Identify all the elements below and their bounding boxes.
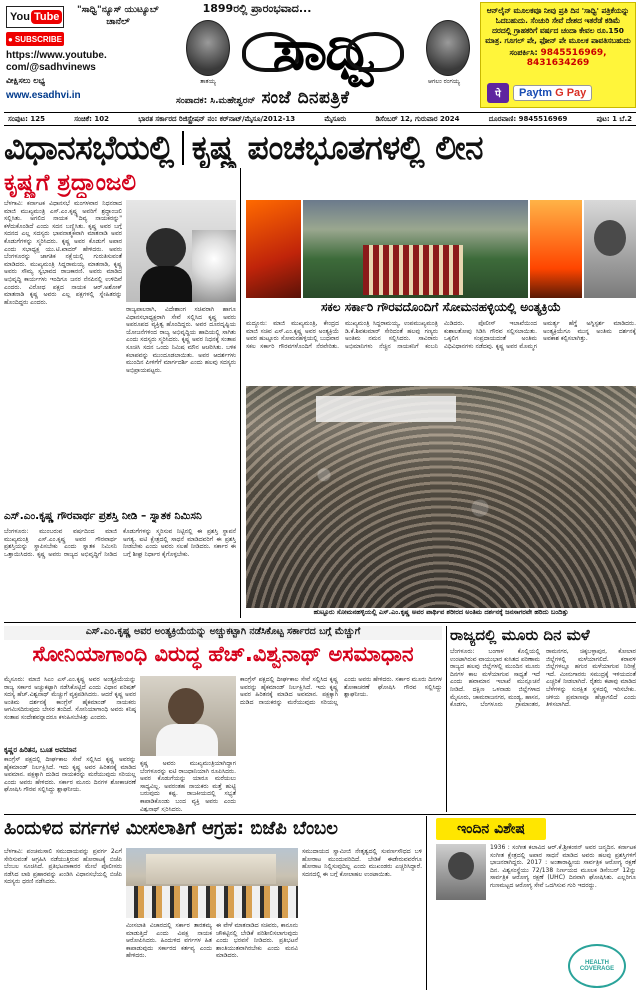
lead-body-col2: ರಾಜ್ಯಪಾಲರಾಗಿ, ವಿದೇಶಾಂಗ ಸಚಿವರಾಗಿ ಹಾಗೂ ವಿಧಾನಸಭಾಧ್ಯಕ್ಷರಾಗಿ ಸೇವೆ ಸಲ್ಲಿಸಿದ ಕೃಷ್ಣ ಅವರು ಅಪರೂಪದ ವ್ಯಕ್ತಿತ್ವ ಹೊಂದಿದ್ದರು. ಅವರ ದೂರದೃಷ್ಟಿಯ ಯೋಜನೆಗಳಿಂದ ರಾಜ್ಯ ಅಭಿವೃದ್ಧಿಯ ಹಾದಿಯಲ್ಲಿ ಸಾಗಿತು ಎಂದು ಸದಸ್ಯರು ಸ್ಮರಿಸಿದರು. ಕೃಷ್ಣ ಅವರ ನಿಧನಕ್ಕೆ ಸಂತಾಪ ಸೂಚಿಸಿ ಸದನ ಒಂದು ನಿಮಿಷ ಮೌನ ಆಚರಿಸಿತು. ಬಳಿಕ ಕಲಾಪವನ್ನು ಮುಂದೂಡಲಾಯಿತು. ಅವರ ಆದರ್ಶಗಳು ಮುಂದಿನ ಪೀಳಿಗೆಗೆ ಮಾರ್ಗದರ್ಶಿ ಎಂದು ಹಲವು ಸದಸ್ಯರು ಅಭಿಪ್ರಾಯಪಟ್ಟರು. [126,306,236,374]
payment-options [487,83,592,103]
portrait-shoulders [140,266,192,302]
ceremony-photo [303,200,528,298]
issue: ಸಂಚಿಕೆ: 102 [74,114,110,123]
krishna-portrait-photo [584,200,636,298]
musician-head [448,852,474,880]
portrait-head [594,220,626,256]
newspaper-logo: ಸಾಧ್ವಿ [238,18,408,82]
award-box-body: ಬೆಂಗಳೂರು: ಮುಂಬರುವ ವರ್ಷದಿಂದ ಮಾಜಿ ಮುಖ್ಯಮಂತ್ರಿ ಎಸ್.ಎಂ.ಕೃಷ್ಣ ಅವರ ಗೌರವಾರ್ಥ ಪ್ರಶಸ್ತಿಯನ್ನು ಸ್ಥಾಪಿಸಬೇಕು ಎಂದು ಸ್ನಾತಕ ನಿಮಿಸನಿ ಒತ್ತಾಯಿಸಿದರು. ಕೃಷ್ಣ ಅವರು ರಾಜ್ಯದ ಅಭಿವೃದ್ಧಿಗೆ ನೀಡಿದ ಕೊಡುಗೆಗಳನ್ನು ಸ್ಮರಿಸುವ ನಿಟ್ಟಿನಲ್ಲಿ ಈ ಪ್ರಶಸ್ತಿ ಸ್ಥಾಪನೆ ಅಗತ್ಯ. ಐಟಿ ಕ್ಷೇತ್ರದಲ್ಲಿ ಸಾಧನೆ ಮಾಡಿದವರಿಗೆ ಈ ಪ್ರಶಸ್ತಿ ನೀಡಬೇಕು ಎಂದು ಅವರು ಸಲಹೆ ನೀಡಿದರು. ಸರ್ಕಾರ ಈ ಬಗ್ಗೆ ಶೀಘ್ರ ನಿರ್ಧಾರ ಕೈಗೊಳ್ಳಬೇಕು. [4,528,236,558]
sonia-body-b: ಕಾಂಗ್ರೆಸ್ ಪಕ್ಷದಲ್ಲಿ ದೀರ್ಘಕಾಲ ಸೇವೆ ಸಲ್ಲಿಸಿದ ಕೃಷ್ಣ ಅವರನ್ನು ಹೈಕಮಾಂಡ್ ನಿರ್ಲಕ್ಷಿಸಿದೆ. ಇದು ಕೃಷ್ಣ ಅವರ ಹಿರಿತನಕ್ಕೆ ಮಾಡಿದ ಅವಮಾನ. ಪಕ್ಷಕ್ಕಾಗಿ ದುಡಿದ ನಾಯಕರನ್ನು ಮರೆಯುವುದು ಸರಿಯಲ್ಲ ಎಂದು ಅವರು ಹೇಳಿದರು. ಸರ್ಕಾರ ಮೂರು ದಿನಗಳ ಶೋಕಾಚರಣೆ ಘೋಷಿಸಿ ಗೌರವ ಸಲ್ಲಿಸಿದ್ದು ಶ್ಲಾಘನೀಯ. [4,756,136,794]
rain-body: ಬೆಂಗಳೂರು: ಬಂಗಾಳ ಕೊಲ್ಲಿಯಲ್ಲಿ ಉಂಟಾಗಿರುವ ವಾಯುಭಾರ ಕುಸಿತದ ಪರಿಣಾಮ ರಾಜ್ಯದ ಹಲವು ಜಿಲ್ಲೆಗಳಲ್ಲಿ ಮುಂದಿನ ಮೂರು ದಿನಗಳ ಕಾಲ ಮಳೆಯಾಗುವ ಸಾಧ್ಯತೆ ಇದೆ ಎಂದು ಹವಾಮಾನ ಇಲಾಖೆ ಮುನ್ಸೂಚನೆ ನೀಡಿದೆ. ದಕ್ಷಿಣ ಒಳನಾಡು ಜಿಲ್ಲೆಗಳಾದ ಮೈಸೂರು, ಚಾಮರಾಜನಗರ, ಮಂಡ್ಯ, ಹಾಸನ, ಕೊಡಗು, ಬೆಂಗಳೂರು ಗ್ರಾಮಾಂತರ, ರಾಮನಗರ, ಚಿಕ್ಕಬಳ್ಳಾಪುರ, ಕೋಲಾರ ಜಿಲ್ಲೆಗಳಲ್ಲಿ ಮಳೆಯಾಗಲಿದೆ. ಕರಾವಳಿ ಜಿಲ್ಲೆಗಳಲ್ಲೂ ಹಗುರ ಮಳೆಯಾಗುವ ನಿರೀಕ್ಷೆ ಇದೆ. ಮೀನುಗಾರರು ಸಮುದ್ರಕ್ಕೆ ಇಳಿಯದಂತೆ ಎಚ್ಚರಿಕೆ ನೀಡಲಾಗಿದೆ. ರೈತರು ಕಟಾವು ಮಾಡಿದ ಬೆಳೆಗಳನ್ನು ಸುರಕ್ಷಿತ ಸ್ಥಳದಲ್ಲಿ ಇರಿಸಬೇಕು. ಚಳಿಯ ಪ್ರಮಾಣವೂ ಹೆಚ್ಚಾಗಲಿದೆ ಎಂದು ತಿಳಿಸಲಾಗಿದೆ. [450,648,636,709]
dragon-ornament-right-icon [346,32,404,72]
subscription-ad: ಆನ್‌ಲೈನ್ ಮೂಲಕವೂ ನೀವು ಪ್ರತಿ ದಿನ 'ಸಾಧ್ವಿ' ಪತ್ರಿಕೆಯನ್ನು ಓದಬಹುದು. ಸೆಂಚುರಿ ಸೇವೆ ದೇಶದ ಇತರೆಡೆ ಕಡಿಮೆ ದರದಲ್ಲಿ ಗ್ರಾಹಕರಿಗೆ ವರ್ಷದ ಚಂದಾ ಕೇವಲ ರೂ.150 ಮಾತ್ರ. ಗೂಗಲ್ ಪೇ, ಫೋನ್ ಪೇ ಮೂಲಕ ಪಾವತಿಸಬಹುದು ಸಂಪರ್ಕಿಸಿ: 9845516969, 8431634269 पे Paytm G Pay [480,2,636,108]
column-rule [240,168,241,618]
volume: ಸಂಪುಟ: 125 [8,114,45,123]
protesters [126,886,298,918]
pages: ಪುಟ: 1 ಬೆ.2 [596,114,632,123]
founder-portrait-right [426,20,470,76]
paytm-gpay-badge: Paytm G Pay [513,85,592,101]
column-rule-rain [446,626,447,812]
pyre-fire-photo [246,200,301,298]
section-rule [4,622,636,623]
protest-photo [126,848,298,918]
date: ಡಿಸೆಂಬರ್ 12, ಗುರುವಾರ 2024 [375,114,460,123]
crowd-photo [246,386,636,608]
funeral-body: ಮದ್ದೂರು: ಮಾಜಿ ಮುಖ್ಯಮಂತ್ರಿ, ಕೇಂದ್ರದ ಮಾಜಿ ಸಚಿವ ಎಸ್.ಎಂ.ಕೃಷ್ಣ ಅವರ ಅಂತ್ಯಕ್ರಿಯೆ ಅವರ ಹುಟ್ಟೂರು ಸೋಮನಹಳ್ಳಿಯಲ್ಲಿ ಬುಧವಾರ ಸಕಲ ಸರ್ಕಾರಿ ಗೌರವಗಳೊಂದಿಗೆ ನೆರವೇರಿತು. ಮುಖ್ಯಮಂತ್ರಿ ಸಿದ್ದರಾಮಯ್ಯ, ಉಪಮುಖ್ಯಮಂತ್ರಿ ಡಿ.ಕೆ.ಶಿವಕುಮಾರ್ ಸೇರಿದಂತೆ ಹಲವು ಗಣ್ಯರು ಅಂತಿಮ ನಮನ ಸಲ್ಲಿಸಿದರು. ಸಾವಿರಾರು ಅಭಿಮಾನಿಗಳು ನೆಚ್ಚಿನ ನಾಯಕನಿಗೆ ಕಂಬನಿ ಮಿಡಿದರು. ಪೊಲೀಸ್ ಇಲಾಖೆಯಿಂದ ಕುಶಾಲತೋಪು ಸಿಡಿಸಿ ಗೌರವ ಸಲ್ಲಿಸಲಾಯಿತು. ಒಕ್ಕಲಿಗ ಸಂಪ್ರದಾಯದಂತೆ ಅಂತಿಮ ವಿಧಿವಿಧಾನಗಳು ನಡೆದವು. ಕೃಷ್ಣ ಅವರ ಮೊಮ್ಮಗ ಅಮರ್ತ್ಯ ಹೆಗ್ಡೆ ಅಗ್ನಿಸ್ಪರ್ಶ ಮಾಡಿದರು. ಅಂತ್ಯಕ್ರಿಯೆಗೂ ಮುನ್ನ ಅಂತಿಮ ದರ್ಶನಕ್ಕೆ ಅವಕಾಶ ಕಲ್ಪಿಸಲಾಗಿತ್ತು. [246,320,636,350]
youtube-channel-label: "ಸಾಧ್ವಿ"ನ್ಯೂಸ್ ಯುಟ್ಯೂಬ್ ಚಾನೆಲ್ [76,5,159,27]
person-head [168,688,204,726]
reservation-body-d: ಸಮುದಾಯದ ಸ್ವಾಮೀಜಿ ನೇತೃತ್ವದಲ್ಲಿ ಸುವರ್ಣಸೌಧದ ಬಳಿ ಹೋರಾಟ ಮುಂದುವರಿದಿದೆ. ಬೇಡಿಕೆ ಈಡೇರುವವರೆಗೂ ಹೋರಾಟ ನಿಲ್ಲಿಸುವುದಿಲ್ಲ ಎಂದು ಮುಖಂಡರು ಎಚ್ಚರಿಸಿದ್ದಾರೆ. ಸದನದಲ್ಲಿ ಈ ಬಗ್ಗೆ ಕೋಲಾಹಲ ಉಂಟಾಯಿತು. [302,848,422,878]
editor-tagline [176,88,476,108]
reservation-body-c: ಈ ವೇಳೆ ಮಾತನಾಡಿದ ಸಚಿವರು, ಕಾನೂನು ಚೌಕಟ್ಟಿನಲ್ಲಿ ಬೇಡಿಕೆ ಪರಿಶೀಲಿಸಲಾಗುವುದು ಎಂದು ಭರವಸೆ ನೀಡಿದರು. ಪ್ರತಿಭಟನೆ ಶಾಂತಿಯುತವಾಗಿರಬೇಕು ಎಂದು ಮನವಿ ಮಾಡಿದರು. [216,922,298,960]
flames-photo [530,200,582,298]
phone: ದೂರವಾಣಿ: 9845516969 [488,114,568,123]
crowd-caption: ಹುಟ್ಟೂರು ಸೋಮನಹಳ್ಳಿಯಲ್ಲಿ ಎಸ್.ಎಂ.ಕೃಷ್ಣ ಅವರ ಪಾರ್ಥಿವ ಶರೀರದ ಅಂತಿಮ ದರ್ಶನಕ್ಕೆ ಜನಸಾಗರವೇ ಹರಿದು ಬಂದಿತ್ತು [246,608,636,619]
sonia-body-d: ಕಾಂಗ್ರೆಸ್ ಪಕ್ಷದಲ್ಲಿ ದೀರ್ಘಕಾಲ ಸೇವೆ ಸಲ್ಲಿಸಿದ ಕೃಷ್ಣ ಅವರನ್ನು ಹೈಕಮಾಂಡ್ ನಿರ್ಲಕ್ಷಿಸಿದೆ. ಇದು ಕೃಷ್ಣ ಅವರ ಹಿರಿತನಕ್ಕೆ ಮಾಡಿದ ಅವಮಾನ. ಪಕ್ಷಕ್ಕಾಗಿ ದುಡಿದ ನಾಯಕರನ್ನು ಮರೆಯುವುದು ಸರಿಯಲ್ಲ ಎಂದು ಅವರು ಹೇಳಿದರು. ಸರ್ಕಾರ ಮೂರು ದಿನಗಳ ಶೋಕಾಚರಣೆ ಘೋಷಿಸಿ ಗೌರವ ಸಲ್ಲಿಸಿದ್ದು ಶ್ಲಾಘನೀಯ. [240,676,442,706]
sonia-headline: ಸೋನಿಯಾಗಾಂಧಿ ವಿರುದ್ಧ ಹೆಚ್.ವಿಶ್ವನಾಥ್ ಅಸಮಾಧಾನ [32,642,414,666]
founder-portrait-left [186,20,230,76]
subscribe-button[interactable]: ● SUBSCRIBE [6,32,64,46]
vishwanath-photo [140,676,236,756]
column-rule-special [426,816,427,990]
reservation-headline: ಹಿಂದುಳಿದ ವರ್ಗಗಳ ಮೀಸಲಾತಿಗೆ ಆಗ್ರಹ: ಬಿಜೆಪಿ ಬೆಂಬಲ [4,818,338,839]
funeral-subhead: ಸಕಲ ಸರ್ಕಾರಿ ಗೌರವದೊಂದಿಗೆ ಸೋಮನಹಳ್ಳಿಯಲ್ಲಿ ಅಂತ್ಯಕ್ರಿಯೆ [320,300,562,314]
award-box-headline: ಎಸ್.ಎಂ.ಕೃಷ್ಣ ಗೌರವಾರ್ಥ ಪ್ರಶಸ್ತಿ ನೀಡಿ – ಸ್ನಾತಕ ನಿಮಿಸನಿ [4,510,202,522]
city: ಮೈಸೂರು [324,114,347,123]
reservation-body-b: ಮೀಸಲಾತಿ ವಿಚಾರದಲ್ಲಿ ಸರ್ಕಾರ ತಾರತಮ್ಯ ಮಾಡುತ್ತಿದೆ ಎಂದು ವಿಪಕ್ಷ ನಾಯಕ ಆರೋಪಿಸಿದರು. ಹಿಂದುಳಿದ ವರ್ಗಗಳ ಹಿತ ಕಾಪಾಡುವುದು ಸರ್ಕಾರದ ಕರ್ತವ್ಯ ಎಂದು ಹೇಳಿದರು. [126,922,212,960]
section-rule-2 [4,814,636,815]
dateline [4,112,636,126]
established-tagline: 1899ರಲ್ಲಿ ಪ್ರಾರಂಭವಾದ... [202,2,312,15]
tribute-photo [126,200,236,302]
suvarna-soudha-building [146,854,276,884]
youtube-promo[interactable] [6,4,166,104]
sonia-body-c: ಕೃಷ್ಣ ಅವರು ಮುಖ್ಯಮಂತ್ರಿಯಾಗಿದ್ದಾಗ ಬೆಂಗಳೂರನ್ನು ಐಟಿ ರಾಜಧಾನಿಯಾಗಿ ರೂಪಿಸಿದರು. ಅವರ ಕೊಡುಗೆಯನ್ನು ಯಾರೂ ಮರೆಯಲು ಸಾಧ್ಯವಿಲ್ಲ. ಅವರಂತಹ ನಾಯಕರು ಮತ್ತೆ ಹುಟ್ಟಿ ಬರುವುದು ಕಷ್ಟ. ರಾಜಕೀಯದಲ್ಲಿ ಸಭ್ಯತೆ ಕಾಪಾಡಿಕೊಂಡು ಬಂದ ವ್ಯಕ್ತಿ ಅವರು ಎಂದು ವಿಶ್ವನಾಥ್ ಸ್ಮರಿಸಿದರು. [140,760,236,812]
rain-headline: ರಾಜ್ಯದಲ್ಲಿ ಮೂರು ದಿನ ಮಳೆ [450,626,590,644]
special-body: 1936 : ಸಂಗೀತ ಕಲಾವಿದ ಆರ್.ಕೆ.ಶ್ರೀಕಂಠನ್ ಅವರ ಜನ್ಮದಿನ. ಕರ್ನಾಟಕ ಸಂಗೀತ ಕ್ಷೇತ್ರದಲ್ಲಿ ಅಪಾರ ಸಾಧನೆ ಮಾಡಿದ ಅವರು ಹಲವು ಪ್ರಶಸ್ತಿಗಳಿಗೆ ಭಾಜನರಾಗಿದ್ದರು. 2017 : ಅಂತಾರಾಷ್ಟ್ರೀಯ ಸಾರ್ವತ್ರಿಕ ಆರೋಗ್ಯ ರಕ್ಷಣೆ ದಿನ. ವಿಶ್ವಸಂಸ್ಥೆಯು 72/138 ನಿರ್ಣಯದ ಮೂಲಕ ಡಿಸೆಂಬರ್ 12ನ್ನು ಸಾರ್ವತ್ರಿಕ ಆರೋಗ್ಯ ರಕ್ಷಣೆ (UHC) ದಿನವಾಗಿ ಘೋಷಿಸಿತು. ಎಲ್ಲರಿಗೂ ಗುಣಮಟ್ಟದ ಆರೋಗ್ಯ ಸೇವೆ ಒದಗಿಸುವ ಗುರಿ ಇದರದ್ದು. [490,844,636,889]
paper-type: ಸಂಜೆ ದಿನಪತ್ರಿಕೆ [261,88,350,108]
youtube-follow-note: ವೀಕ್ಷಿಸಲು ಲಭ್ಯ [6,76,45,85]
founder-caption-left: ತಾತಯ್ಯ [200,78,216,85]
founder-caption-right: ಆಗಲಂ ರಂಗಯ್ಯ [428,78,460,85]
portrait-figure [146,228,186,268]
youtube-logo: You Tube [6,6,64,28]
person-shirt [156,724,218,756]
health-coverage-badge: HEALTH COVERAGE [568,944,626,988]
lead-body-col1: ಬೆಳಗಾವಿ: ಕರ್ನಾಟಕ ವಿಧಾನಸಭೆ ಮಂಗಳವಾರ ನಿಧನರಾದ ಮಾಜಿ ಮುಖ್ಯಮಂತ್ರಿ ಎಸ್.ಎಂ.ಕೃಷ್ಣ ಅವರಿಗೆ ಶ್ರದ್ಧಾಂಜಲಿ ಸಲ್ಲಿಸಿತು. ಅಗಲಿದ ನಾಯಕ "ದಿವ್ಯ ನಾಯಕರನ್ನು" ಕಳೆದುಕೊಂಡಿದೆ ಎಂದು ಸದನ ಬಣ್ಣಿಸಿತು. ಕೃಷ್ಣ ಅವರ ಬಗ್ಗೆ ಸದನದ ಎಲ್ಲ ಸದಸ್ಯರು ಭಾವನಾತ್ಮಕವಾಗಿ ಮಾತನಾಡಿ ಅವರ ಕೊಡುಗೆಗಳನ್ನು ಸ್ಮರಿಸಿದರು. ಕೃಷ್ಣ ಅವರ ಕೊಡುಗೆ ಅಪಾರ ಎಂದು ಸಭಾಧ್ಯಕ್ಷ ಯು.ಟಿ.ಖಾದರ್ ಹೇಳಿದರು. ಅವರು ಬೆಂಗಳೂರನ್ನು ಜಾಗತಿಕ ನಕ್ಷೆಯಲ್ಲಿ ಗುರುತಿಸುವಂತೆ ಮಾಡಿದರು. ಮುಖ್ಯಮಂತ್ರಿ ಸಿದ್ದರಾಮಯ್ಯ ಮಾತನಾಡಿ, ಕೃಷ್ಣ ಅವರು ಸೌಮ್ಯ ಸ್ವಭಾವದ ರಾಜಕಾರಣಿ. ಅವರು ಮಾಡಿದ ಅಭಿವೃದ್ಧಿ ಕಾರ್ಯಗಳು ಇಂದಿಗೂ ಜನರ ನೆನಪಿನಲ್ಲಿ ಉಳಿದಿವೆ ಎಂದರು. ವಿರೋಧ ಪಕ್ಷದ ನಾಯಕ ಆರ್.ಅಶೋಕ್ ಮಾತನಾಡಿ ಕೃಷ್ಣ ಅವರು ಎಲ್ಲ ಪಕ್ಷಗಳಲ್ಲಿ ಸ್ನೇಹಿತರನ್ನು ಹೊಂದಿದ್ದರು ಎಂದರು. [4,200,122,306]
ad-contact: ಸಂಪರ್ಕಿಸಿ: 9845516969, 8431634269 [509,48,607,68]
funeral-vehicle [316,396,456,422]
editor-label: ಸಂಪಾದಕ: ಸಿ.ಮಹೇಶ್ವರನ್ [176,96,256,106]
flower-wreath [192,230,236,302]
special-headline: ಇಂದಿನ ವಿಶೇಷ [436,818,546,840]
website-link[interactable]: www.esadhvi.in [6,90,81,101]
sonia-subhead: ಕೃಷ್ಣರ ಹಿರಿತನ, ಬೂತ ಅವಮಾನ [4,746,77,754]
sonia-kicker: ಎಸ್.ಎಂ.ಕೃಷ್ಣ ಅವರ ಅಂತ್ಯಕ್ರಿಯೆಯನ್ನು ಅಚ್ಚುಕಟ್ಟಾಗಿ ನಡೆಸಿಕೊಟ್ಟ ಸರ್ಕಾರದ ಬಗ್ಗೆ ಮೆಚ್ಚುಗೆ [4,626,442,640]
bell-icon: ● [8,34,13,44]
phonepe-icon: पे [487,83,509,103]
lead-subhead: ಕೃಷ್ಣಗೆ ಶ್ರದ್ಧಾಂಜಲಿ [4,170,137,196]
honour-guard [363,245,463,295]
sonia-body-a: ಮೈಸೂರು: ಮಾಜಿ ಸಿಎಂ ಎಸ್.ಎಂ.ಕೃಷ್ಣ ಅವರ ಅಂತ್ಯಕ್ರಿಯೆಯನ್ನು ರಾಜ್ಯ ಸರ್ಕಾರ ಅಚ್ಚುಕಟ್ಟಾಗಿ ನಡೆಸಿಕೊಟ್ಟಿದೆ ಎಂದು ವಿಧಾನ ಪರಿಷತ್ ಸದಸ್ಯ ಹೆಚ್.ವಿಶ್ವನಾಥ್ ಮೆಚ್ಚುಗೆ ವ್ಯಕ್ತಪಡಿಸಿದರು. ಆದರೆ ಕೃಷ್ಣ ಅವರ ಅಂತಿಮ ದರ್ಶನಕ್ಕೆ ಕಾಂಗ್ರೆಸ್ ಹೈಕಮಾಂಡ್ ನಾಯಕರು ಆಗಮಿಸದಿರುವುದು ಬೇಸರ ತಂದಿದೆ. ಸೋನಿಯಾಗಾಂಧಿ ಅವರು ಕನಿಷ್ಠ ಸಂತಾಪ ಸಂದೇಶವನ್ನಾದರೂ ಕಳುಹಿಸಬೇಕಿತ್ತು ಎಂದರು. [4,676,136,721]
reservation-body-a: ಬೆಳಗಾವಿ: ಪಂಚಮಸಾಲಿ ಸಮುದಾಯವನ್ನು ಪ್ರವರ್ಗ 2ಎಗೆ ಸೇರಿಸುವಂತೆ ಆಗ್ರಹಿಸಿ ನಡೆಯುತ್ತಿರುವ ಹೋರಾಟಕ್ಕೆ ಬಿಜೆಪಿ ಬೆಂಬಲ ಸೂಚಿಸಿದೆ. ಪ್ರತಿಭಟನಾಕಾರರ ಮೇಲೆ ಪೊಲೀಸರು ನಡೆಸಿದ ಲಾಠಿ ಪ್ರಹಾರವನ್ನು ಖಂಡಿಸಿ ವಿಧಾನಸಭೆಯಲ್ಲಿ ಬಿಜೆಪಿ ಸದಸ್ಯರು ಧರಣಿ ನಡೆಸಿದರು. [4,848,122,886]
headline-divider [182,131,184,165]
youtube-url[interactable]: https://www.youtube. com/@sadhvinews [6,50,107,73]
masthead [0,0,640,112]
lead-headline: ವಿಧಾನಸಭೆಯಲ್ಲಿ ಕೃಷ್ಣ ಪಂಚಭೂತಗಳಲ್ಲಿ ಲೀನ [4,128,483,167]
funeral-photo-strip [246,200,636,298]
registration: ಭಾರತ ಸರ್ಕಾರದ ರಿಜಿಸ್ಟ್ರೇಷನ್ ನಂ: ಕರ್‌ನಾಟ್/ಮೈಸೂ/2012-13 [138,114,296,123]
musician-photo [436,844,486,900]
